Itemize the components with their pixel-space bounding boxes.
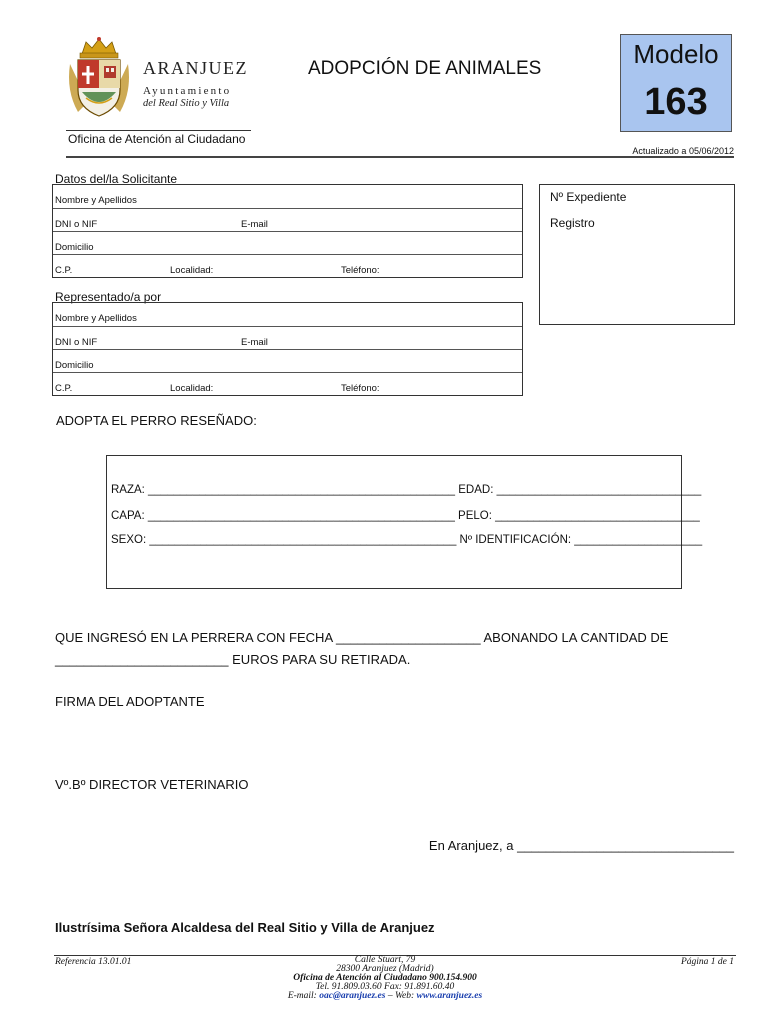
applicant-dni-row[interactable] — [53, 208, 522, 232]
cp-field-label: C.P. — [55, 265, 73, 276]
breed-age-line[interactable]: RAZA: ________________________________________________ EDAD: ________________________________ — [111, 484, 702, 496]
address-field-label: Domicilio — [55, 242, 94, 253]
phone-field-label: Teléfono: — [341, 383, 380, 394]
aranjuez-coat-of-arms-logo — [64, 36, 134, 120]
adopter-signature-label: FIRMA DEL ADOPTANTE — [55, 694, 205, 709]
file-number-box — [539, 184, 735, 325]
representative-form — [52, 302, 523, 396]
locality-field-label: Localidad: — [170, 265, 214, 276]
expediente-label: Nº Expediente — [550, 190, 627, 204]
footer-contact — [0, 991, 770, 1001]
footer-city: 28300 Aranjuez (Madrid) — [336, 964, 434, 974]
address-field-label: Domicilio — [55, 360, 94, 371]
document-title: ADOPCIÓN DE ANIMALES — [308, 58, 542, 79]
cp-field-label: C.P. — [55, 383, 73, 394]
representative-section-label: Representado/a por — [55, 290, 162, 304]
entry-date-statement[interactable]: QUE INGRESÓ EN LA PERRERA CON FECHA ____________________ ABONANDO LA CANTIDAD DE — [55, 630, 669, 645]
applicant-address-row[interactable] — [53, 231, 522, 255]
model-label: Modelo — [633, 39, 719, 69]
email-link[interactable]: oac@aranjuez.es — [319, 991, 386, 1001]
representative-address-row[interactable] — [53, 349, 522, 373]
footer-street: Calle Stuart, 79 — [354, 955, 416, 965]
applicant-section-label: Datos del/la Solicitante — [55, 172, 178, 186]
place-date-line[interactable]: En Aranjuez, a ______________________________ — [428, 838, 734, 853]
representative-name-row[interactable] — [53, 303, 522, 326]
office-divider — [66, 130, 251, 131]
applicant-cp-row[interactable] — [53, 254, 522, 278]
name-field-label: Nombre y Apellidos — [55, 195, 137, 206]
model-number: 163 — [644, 81, 708, 123]
email-label: E-mail: — [287, 991, 320, 1001]
dog-details-box — [106, 455, 703, 589]
sex-id-line[interactable]: SEXO: ________________________________________________ Nº IDENTIFICACIÓN: ____________________ — [111, 534, 703, 546]
representative-dni-row[interactable] — [53, 326, 522, 350]
dni-field-label: DNI o NIF — [55, 337, 98, 348]
web-link[interactable]: www.aranjuez.es — [416, 991, 483, 1001]
payment-statement[interactable]: ________________________ EUROS PARA SU RETIRADA. — [55, 652, 411, 667]
footer-phones: Tel. 91.809.03.60 Fax: 91.891.60.40 — [315, 982, 455, 992]
model-badge — [620, 34, 732, 132]
page-number: Página 1 de 1 — [680, 957, 734, 967]
applicant-name-row[interactable] — [53, 185, 522, 208]
name-field-label: Nombre y Apellidos — [55, 313, 137, 324]
registro-label: Registro — [550, 216, 595, 230]
representative-cp-row[interactable] — [53, 372, 522, 396]
email-field-label: E-mail — [241, 219, 268, 230]
addressee: Ilustrísima Señora Alcaldesa del Real Sitio y Villa de Aranjuez — [55, 920, 435, 935]
coat-hair-line[interactable]: CAPA: ________________________________________________ PELO: ________________________________ — [111, 510, 700, 522]
web-label: – Web: — [385, 991, 417, 1001]
adopt-dog-heading: ADOPTA EL PERRO RESEÑADO: — [56, 413, 257, 428]
locality-field-label: Localidad: — [170, 383, 214, 394]
office-label: Oficina de Atención al Ciudadano — [68, 132, 246, 146]
applicant-form — [52, 184, 523, 278]
vet-approval-label: Vº.Bº DIRECTOR VETERINARIO — [55, 777, 249, 792]
updated-date: Actualizado a 05/06/2012 — [632, 146, 734, 156]
brand-subtitle: Ayuntamiento — [143, 85, 232, 97]
phone-field-label: Teléfono: — [341, 265, 380, 276]
reference-code: Referencia 13.01.01 — [55, 957, 132, 967]
brand-name: ARANJUEZ — [143, 58, 248, 78]
header-divider — [66, 156, 734, 158]
email-field-label: E-mail — [241, 337, 268, 348]
brand-subtitle-2: del Real Sitio y Villa — [143, 98, 230, 109]
dni-field-label: DNI o NIF — [55, 219, 98, 230]
footer-office: Oficina de Atención al Ciudadano 900.154.900 — [293, 973, 477, 983]
